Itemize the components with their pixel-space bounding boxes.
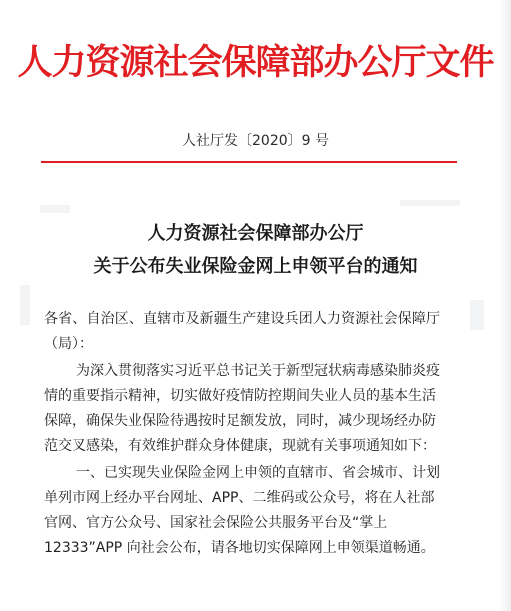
paragraph-2-line: 一、已实现失业保险金网上申领的直辖市、省会城市、计划 [76,465,440,481]
document-number: 人社厅发〔2020〕9 号 [182,133,329,149]
paragraph-2-line: 单列市网上经办平台网址、APP、二维码或公众号，将在人社部 [44,490,435,506]
page-edge-shadow [499,0,511,611]
notice-title-line-2: 关于公布失业保险金网上申领平台的通知 [93,256,418,277]
notice-title-line-1: 人力资源社会保障部办公厅 [147,223,364,244]
addressee-line-1: 各省、自治区、直辖市及新疆生产建设兵团人力资源社会保障厅 [44,311,441,327]
paragraph-2-line: 12333”APP 向社会公布，请各地切实保障网上申领渠道畅通。 [44,540,435,556]
red-divider-rule [41,161,457,163]
paragraph-2-line: 官网、官方公众号、国家社会保险公共服务平台及“掌上 [44,515,388,531]
bleed-mark [40,205,70,213]
paragraph-1-line: 为深入贯彻落实习近平总书记关于新型冠状病毒感染肺炎疫 [76,363,440,379]
bleed-mark [400,200,460,206]
issuer-title: 人力资源社会保障部办公厅文件 [17,42,494,83]
addressee-line-2: （局）： [44,336,93,352]
bleed-mark [20,285,30,325]
paragraph-1-line: 保障，确保失业保险待遇按时足额发放，同时，减少现场经办防 [44,413,436,429]
paragraph-1-line: 范交叉感染，有效维护群众身体健康，现就有关事项通知如下： [44,438,436,454]
paragraph-1-line: 情的重要指示精神，切实做好疫情防控期间失业人员的基本生活 [44,388,436,404]
bleed-mark [470,300,484,330]
